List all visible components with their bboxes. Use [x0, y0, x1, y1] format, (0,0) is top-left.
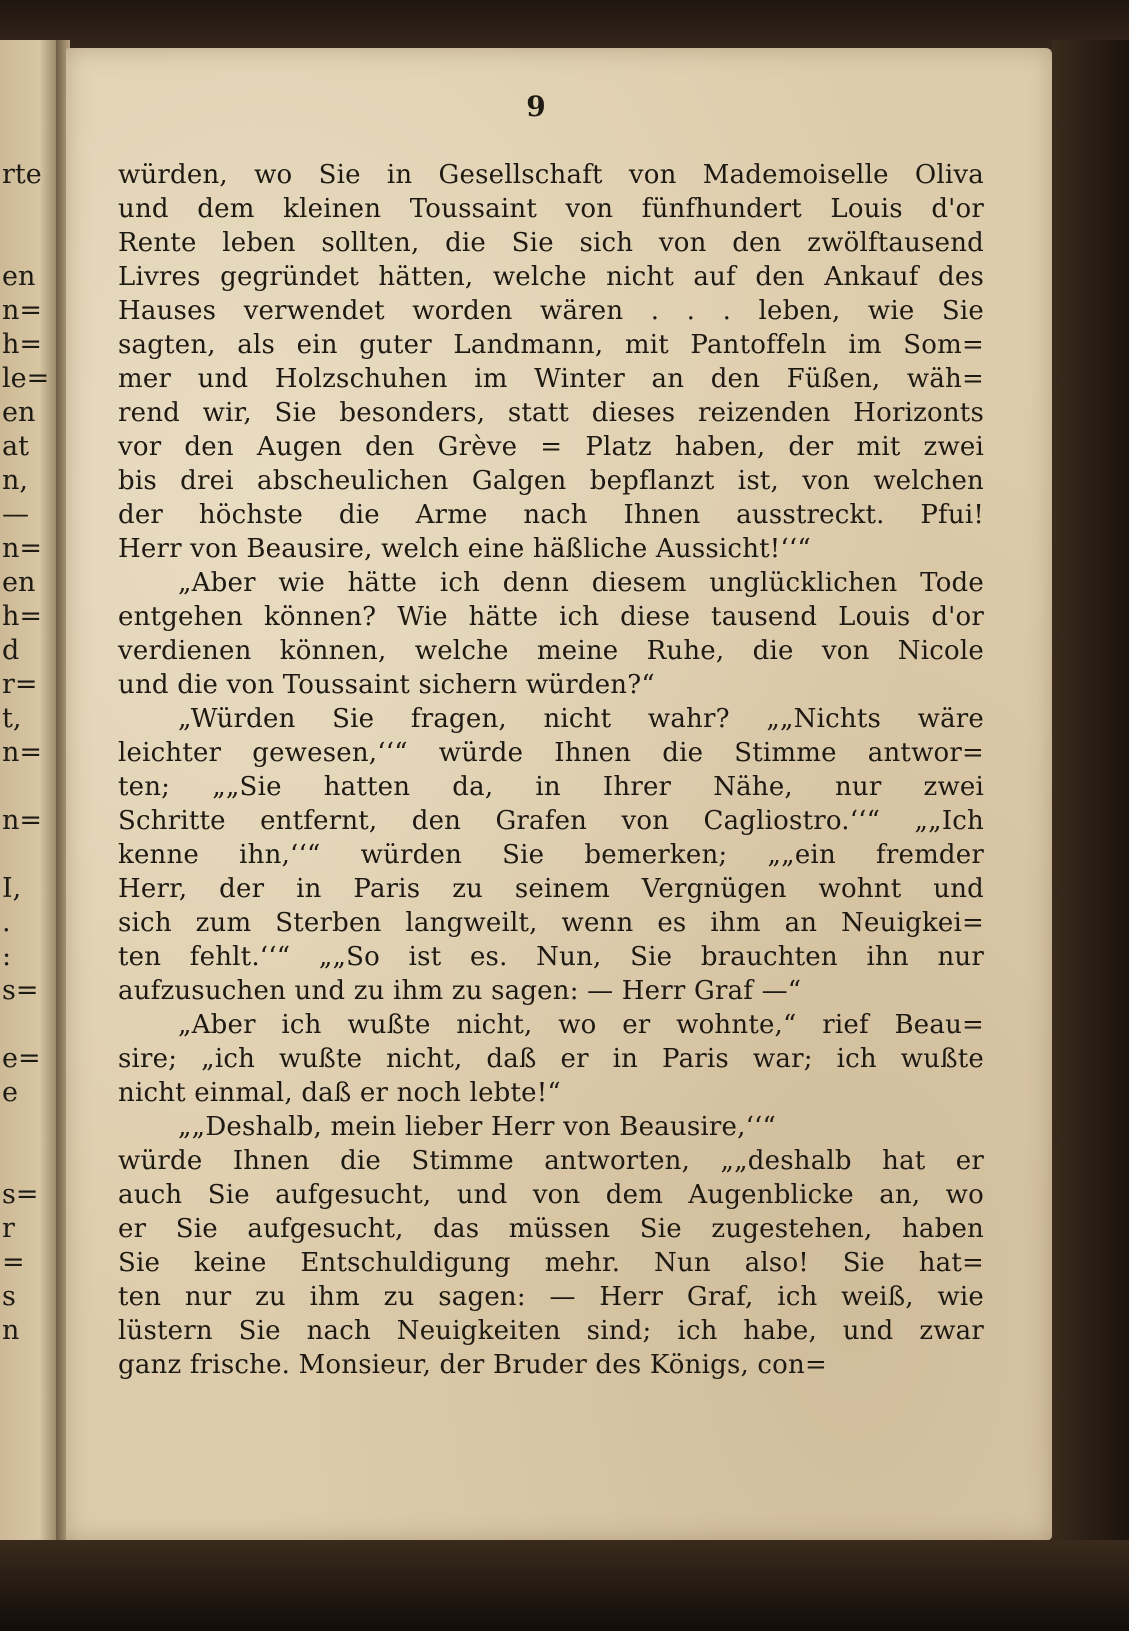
book-page: [66, 48, 1052, 1540]
left-page-fragment: n,: [2, 465, 28, 496]
left-page-fragment: en: [2, 397, 36, 428]
text-line: Herr, der in Paris zu seinem Vergnügen wohnt und: [118, 874, 984, 904]
left-page-fragment: d: [2, 635, 20, 666]
text-line: mer und Holzschuhen im Winter an den Füßen, wäh=: [118, 364, 984, 394]
text-line: „Würden Sie fragen, nicht wahr? „„Nichts wäre: [178, 704, 984, 734]
text-line: Schritte entfernt, den Grafen von Cagliostro.‘‘“ „„Ich: [118, 806, 984, 836]
text-line: und die von Toussaint sichern würden?“: [118, 670, 655, 700]
left-page-edge: [0, 40, 56, 1540]
text-line: ten fehlt.‘‘“ „„So ist es. Nun, Sie brauchten ihn nur: [118, 942, 984, 972]
left-page-fragment: —: [2, 499, 29, 530]
text-line: sagten, als ein guter Landmann, mit Pantoffeln im Som=: [118, 330, 984, 360]
left-page-fragment: I,: [2, 873, 22, 904]
text-line: sire; „ich wußte nicht, daß er in Paris war; ich wußte: [118, 1044, 984, 1074]
left-page-fragment: h=: [2, 329, 43, 360]
text-line: Sie keine Entschuldigung mehr. Nun also! Sie hat=: [118, 1248, 984, 1278]
text-line: rend wir, Sie besonders, statt dieses reizenden Horizonts: [118, 398, 984, 428]
text-line: würde Ihnen die Stimme antworten, „„deshalb hat er: [118, 1146, 984, 1176]
text-line: und dem kleinen Toussaint von fünfhundert Louis d'or: [118, 194, 984, 224]
left-page-fragment: :: [2, 941, 12, 972]
text-line: bis drei abscheulichen Galgen bepflanzt ist, von welchen: [118, 466, 984, 496]
book-cover-right: [1052, 40, 1129, 1600]
left-page-fragment: n=: [2, 533, 43, 564]
text-line: Hauses verwendet worden wären . . . leben, wie Sie: [118, 296, 984, 326]
left-page-fragment: h=: [2, 601, 43, 632]
left-page-fragment: t,: [2, 703, 22, 734]
text-line: ten nur zu ihm zu sagen: — Herr Graf, ich weiß, wie: [118, 1282, 984, 1312]
left-page-fragment: .: [2, 907, 11, 938]
text-line: der höchste die Arme nach Ihnen ausstreckt. Pfui!: [118, 500, 984, 530]
text-line: „Aber wie hätte ich denn diesem unglücklichen Tode: [178, 568, 984, 598]
text-line: Livres gegründet hätten, welche nicht auf den Ankauf des: [118, 262, 984, 292]
text-line: leichter gewesen,‘‘“ würde Ihnen die Stimme antwor=: [118, 738, 984, 768]
text-line: nicht einmal, daß er noch lebte!“: [118, 1078, 561, 1108]
left-page-fragment: =: [2, 1247, 25, 1278]
text-line: „Aber ich wußte nicht, wo er wohnte,“ rief Beau=: [178, 1010, 984, 1040]
text-line: sich zum Sterben langweilt, wenn es ihm an Neuigkei=: [118, 908, 984, 938]
left-page-fragment: s=: [2, 975, 39, 1006]
left-page-fragment: rte: [2, 159, 42, 190]
text-line: vor den Augen den Grève = Platz haben, der mit zwei: [118, 432, 984, 462]
left-page-fragment: at: [2, 431, 29, 462]
text-line: auch Sie aufgesucht, und von dem Augenblicke an, wo: [118, 1180, 984, 1210]
left-page-fragment: en: [2, 261, 36, 292]
text-line: ganz frische. Monsieur, der Bruder des Königs, con=: [118, 1350, 827, 1380]
text-line: aufzusuchen und zu ihm zu sagen: — Herr Graf —“: [118, 976, 802, 1006]
page-text: [118, 158, 984, 1382]
text-line: Herr von Beausire, welch eine häßliche Aussicht!‘‘“: [118, 534, 811, 564]
left-page-fragment: e=: [2, 1043, 41, 1074]
text-line: entgehen können? Wie hätte ich diese tausend Louis d'or: [118, 602, 984, 632]
left-page-fragment: e: [2, 1077, 18, 1108]
left-page-fragment: en: [2, 567, 36, 598]
text-line: er Sie aufgesucht, das müssen Sie zugestehen, haben: [118, 1214, 984, 1244]
text-line: kenne ihn,‘‘“ würden Sie bemerken; „„ein fremder: [118, 840, 984, 870]
left-page-fragment: n=: [2, 737, 43, 768]
left-page-fragment: s=: [2, 1179, 39, 1210]
text-line: Rente leben sollten, die Sie sich von den zwölftausend: [118, 228, 984, 258]
text-line: ten; „„Sie hatten da, in Ihrer Nähe, nur zwei: [118, 772, 984, 802]
left-page-fragment: n=: [2, 295, 43, 326]
left-page-fragment: r: [2, 1213, 15, 1244]
text-line: lüstern Sie nach Neuigkeiten sind; ich habe, und zwar: [118, 1316, 984, 1346]
left-page-fragment: s: [2, 1281, 16, 1312]
left-page-fragment: n=: [2, 805, 43, 836]
text-line: „„Deshalb, mein lieber Herr von Beausire,‘‘“: [178, 1112, 776, 1142]
left-page-fragment: le=: [2, 363, 50, 394]
book-cover-bottom: [0, 1540, 1129, 1631]
left-page-fragment: n: [2, 1315, 20, 1346]
text-line: würden, wo Sie in Gesellschaft von Mademoiselle Oliva: [118, 160, 984, 190]
text-line: verdienen können, welche meine Ruhe, die von Nicole: [118, 636, 984, 666]
page-number: 9: [526, 90, 546, 123]
left-page-fragment: r=: [2, 669, 38, 700]
